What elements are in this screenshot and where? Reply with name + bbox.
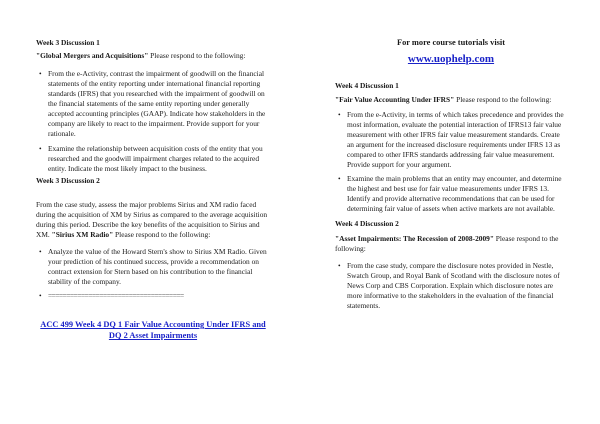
- list-item-text: Examine the relationship between acquisition costs of the entity that you researched and the goodwill impairment charges related to the acquired entity. Indicate the most likely impact to the business.: [48, 144, 263, 173]
- separator-item: [36, 291, 270, 301]
- week4-discussion2-intro: Please respond to the following:: [335, 234, 559, 253]
- week4-discussion2-prompt: [335, 234, 567, 254]
- week4-discussion2-heading: Week 4 Discussion 2: [335, 219, 399, 228]
- promo-text: For more course tutorials visit: [396, 38, 506, 47]
- bullet-icon: •: [338, 110, 341, 119]
- week3-discussion2-body-start: From the case study, assess the major problems Sirius and XM radio faced during the acquisition of XM by Sirius as compared to the average acquisition during this period. Describe the key benefits of the acquisition to Sirius and XM.: [36, 200, 268, 239]
- list-item: [335, 261, 567, 311]
- right-column: [335, 0, 567, 311]
- bullet-icon: •: [338, 174, 341, 183]
- week3-discussion2-prompt: [36, 200, 270, 240]
- bullet-icon: •: [39, 144, 42, 153]
- week3-discussion1-bullets: [36, 69, 270, 174]
- week4-discussion1-prompt: [335, 95, 567, 105]
- week4-discussion1-title: "Fair Value Accounting Under IFRS": [335, 95, 455, 104]
- week4-discussion1-intro: Please respond to the following:: [454, 95, 552, 104]
- list-item: [36, 144, 270, 174]
- list-item-text: Analyze the value of the Howard Stern's show to Sirius XM Radio. Given your prediction of his continued success, provide a recommendation on contract extension for Stern based on his contribution to the financial stability of the company.: [48, 247, 267, 286]
- list-item: [36, 69, 270, 139]
- list-item-text: From the e-Activity, in terms of which takes precedence and provides the most information, evaluate the potential interaction of IFRS13 fair value measurement with other IFRS fair value measurement standards. Create an argument for the increased disclosure requirements under IFRS 13 as compared to other IFRS standards addressing fair value measurement. Provide support for your argument.: [347, 110, 564, 169]
- bullet-icon: •: [39, 247, 42, 256]
- list-item-text: Examine the main problems that an entity may encounter, and determine the highest and best use for fair value measurements under IFRS 13. Identify and provide alternative recommendations that can be used for determining fair value of assets when active markets are not available.: [347, 174, 562, 213]
- promo-link-wrapper: [335, 53, 567, 66]
- footer-link[interactable]: ACC 499 Week 4 DQ 1 Fair Value Accounting Under IFRS and DQ 2 Asset Impairments: [40, 320, 266, 340]
- week3-discussion2-bullets: [36, 247, 270, 301]
- bullet-icon: •: [39, 69, 42, 78]
- list-item: [36, 247, 270, 287]
- bullet-icon: •: [338, 261, 341, 270]
- bullet-icon: •: [39, 291, 42, 300]
- week3-discussion1-title: "Global Mergers and Acquisitions": [36, 51, 149, 60]
- week3-discussion2-body-end: Please respond to the following:: [113, 230, 211, 239]
- list-item: [335, 110, 567, 170]
- promo-link[interactable]: www.uophelp.com: [407, 53, 495, 65]
- list-item-text: From the e-Activity, contrast the impairment of goodwill on the financial statements of the entity reporting under international financial reporting standards (IFRS) that you researched with the impairment of goodwill on the financial statements of the same entity reporting under generally accepted accounting principles (GAAP). Indicate how stakeholders in the company are likely to react to the impairment. Provide support for your rationale.: [48, 69, 266, 138]
- week4-discussion2-title: "Asset Impairments: The Recession of 2008-2009": [335, 234, 494, 243]
- week3-discussion2-title: "Sirius XM Radio": [51, 230, 114, 239]
- separator-line: =====================================: [48, 291, 184, 300]
- list-item-text: From the case study, compare the disclosure notes provided in Nestle, Swatch Group, and Royal Bank of Scotland with the disclosure notes of News Corp and CBS Corporation. Explain which disclosure notes are more informative to the stakeholders in the evaluation of the financial statements.: [347, 261, 560, 310]
- week3-discussion2-heading: Week 3 Discussion 2: [36, 176, 100, 185]
- week3-discussion1-prompt: [36, 51, 270, 61]
- left-column: [36, 0, 270, 341]
- week4-discussion2-bullets: [335, 261, 567, 311]
- week4-discussion1-heading: Week 4 Discussion 1: [335, 81, 399, 90]
- week3-discussion1-heading: Week 3 Discussion 1: [36, 38, 100, 47]
- week4-discussion1-bullets: [335, 110, 567, 214]
- list-item: [335, 174, 567, 214]
- week3-discussion1-intro: Please respond to the following:: [148, 51, 246, 60]
